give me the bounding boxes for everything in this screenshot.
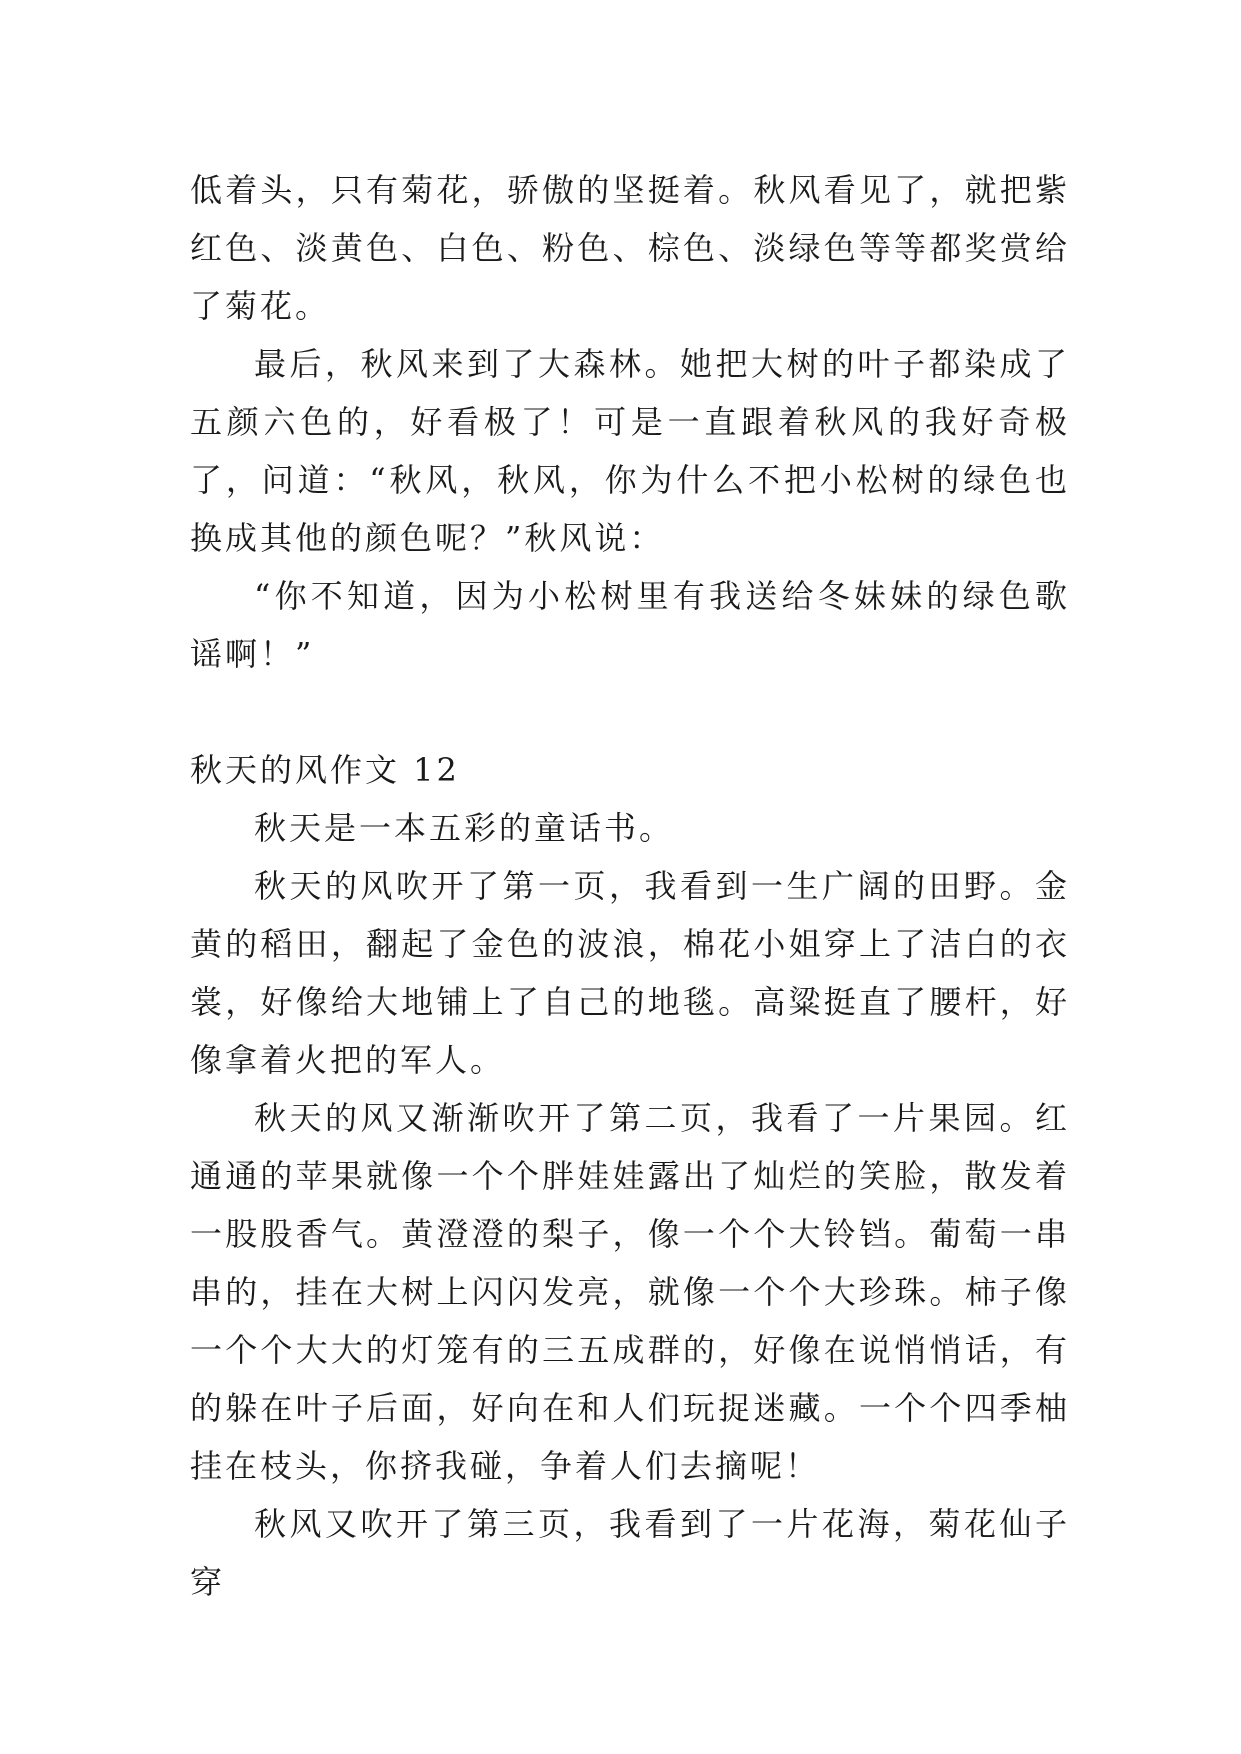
section-title: 秋天的风作文 12 bbox=[190, 751, 460, 789]
paragraph-pine-song: “你不知道，因为小松树里有我送给冬妹妹的绿色歌谣啊！” bbox=[190, 577, 1070, 673]
paragraph-third-page: 秋风又吹开了第三页，我看到了一片花海，菊花仙子穿 bbox=[190, 1505, 1070, 1601]
document-body bbox=[190, 161, 1070, 1611]
paragraph-first-page: 秋天的风吹开了第一页，我看到一生广阔的田野。金黄的稻田，翻起了金色的波浪，棉花小姐穿上了洁白的衣裳，好像给大地铺上了自己的地毯。高粱挺直了腰杆，好像拿着火把的军人。 bbox=[190, 867, 1070, 1079]
paragraph-fairy-tale-book: 秋天是一本五彩的童话书。 bbox=[254, 809, 675, 847]
paragraph-forest: 最后，秋风来到了大森林。她把大树的叶子都染成了五颜六色的，好看极了！可是一直跟着秋风的我好奇极了，问道：“秋风，秋风，你为什么不把小松树的绿色也换成其他的颜色呢？”秋风说： bbox=[190, 345, 1070, 557]
paragraph-chrysanthemum: 低着头，只有菊花，骄傲的坚挺着。秋风看见了，就把紫红色、淡黄色、白色、粉色、棕色、淡绿色等等都奖赏给了菊花。 bbox=[190, 171, 1070, 325]
paragraph-second-page: 秋天的风又渐渐吹开了第二页，我看了一片果园。红通通的苹果就像一个个胖娃娃露出了灿烂的笑脸，散发着一股股香气。黄澄澄的梨子，像一个个大铃铛。葡萄一串串的，挂在大树上闪闪发亮，就像一个个大珍珠。柿子像一个个大大的灯笼有的三五成群的，好像在说悄悄话，有的躲在叶子后面，好向在和人们玩捉迷藏。一个个四季柚挂在枝头，你挤我碰，争着人们去摘呢！ bbox=[190, 1099, 1070, 1485]
